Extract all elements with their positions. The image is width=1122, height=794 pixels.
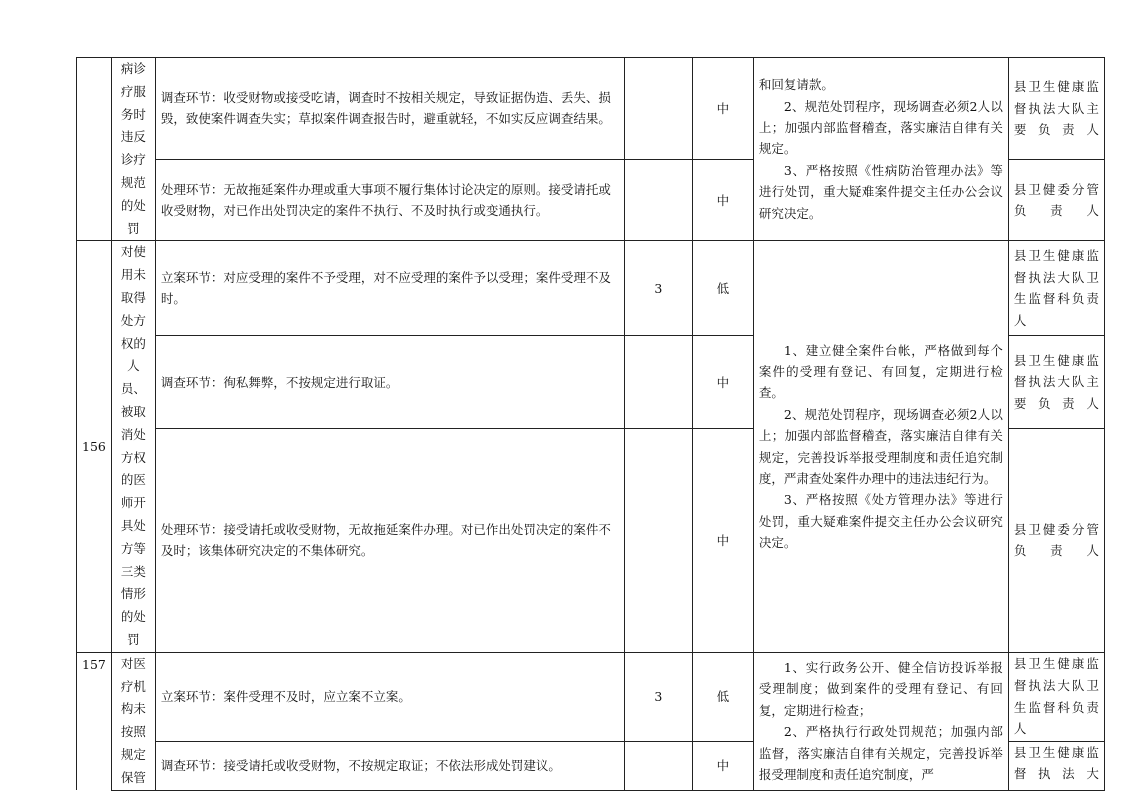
risk-level: 低 bbox=[692, 241, 753, 336]
table-row bbox=[77, 58, 1105, 160]
risk-level: 中 bbox=[692, 336, 753, 428]
risk-level: 中 bbox=[692, 741, 753, 790]
measure-text: 3、严格按照《处方管理办法》等进行处罚，重大疑难案件提交主任办公会议研究决定。 bbox=[758, 492, 1003, 551]
responsible-person: 县卫生健康监督执法大队主要负责人 bbox=[1008, 336, 1104, 428]
measure-text: 2、严格执行行政处罚规范；加强内部监督，落实廉洁自律有关规定，完善投诉举报受理制度和责任追究制度，严 bbox=[758, 724, 1003, 782]
risk-score bbox=[624, 428, 692, 652]
risk-score bbox=[624, 336, 692, 428]
responsible-person: 县卫健委分管负责人 bbox=[1008, 428, 1104, 652]
risk-control-table bbox=[76, 57, 1105, 791]
risk-level: 中 bbox=[692, 159, 753, 241]
table-row bbox=[77, 652, 1105, 741]
risk-level: 低 bbox=[692, 652, 753, 741]
responsible-person: 县卫生健康监督执法大 bbox=[1008, 741, 1104, 790]
control-measures bbox=[753, 241, 1008, 652]
responsible-person: 县卫生健康监督执法大队卫生监督科负责人 bbox=[1008, 241, 1104, 336]
item-name: 对使用未取得处方权的人员、被取消处方权的医师开具处方等三类情形的处罚 bbox=[111, 241, 155, 652]
risk-link: 处理环节：接受请托或收受财物，无故拖延案件办理。对已作出处罚决定的案件不及时；该集体研究决定的不集体研究。 bbox=[155, 428, 624, 652]
risk-link: 调查环节：徇私舞弊，不按规定进行取证。 bbox=[155, 336, 624, 428]
risk-score: 3 bbox=[624, 241, 692, 336]
control-measures bbox=[753, 652, 1008, 790]
risk-link: 调查环节：收受财物或接受吃请，调查时不按相关规定，导致证据伪造、丢失、损毁，致使案件调查失实；草拟案件调查报告时，避重就轻，不如实反应调查结果。 bbox=[155, 58, 624, 160]
risk-link: 调查环节：接受请托或收受财物，不按规定取证；不依法形成处罚建议。 bbox=[155, 741, 624, 790]
row-number bbox=[77, 58, 112, 241]
measure-text: 2、规范处罚程序，现场调查必须2人以上；加强内部监督稽查，落实廉洁自律有关规定，完善投诉举报受理制度和责任追究制度，严肃查处案件办理中的违法违纪行为。 bbox=[758, 406, 1003, 486]
measure-text: 1、实行政务公开、健全信访投诉举报受理制度；做到案件的受理有登记、有回复，定期进行检查； bbox=[758, 659, 1003, 718]
measure-text: 3、严格按照《性病防治管理办法》等进行处罚，重大疑难案件提交主任办公会议研究决定。 bbox=[758, 162, 1003, 221]
risk-score bbox=[624, 741, 692, 790]
row-number: 156 bbox=[77, 241, 112, 652]
risk-link: 立案环节：对应受理的案件不予受理，对不应受理的案件予以受理；案件受理不及时。 bbox=[155, 241, 624, 336]
responsible-person: 县卫生健康监督执法大队主要负责人 bbox=[1008, 58, 1104, 160]
risk-score bbox=[624, 159, 692, 241]
row-number: 157 bbox=[77, 652, 112, 790]
control-measures bbox=[753, 58, 1008, 241]
item-name: 对医疗机构未按照规定保管 bbox=[111, 652, 155, 790]
risk-level: 中 bbox=[692, 58, 753, 160]
risk-score: 3 bbox=[624, 652, 692, 741]
responsible-person: 县卫生健康监督执法大队卫生监督科负责人 bbox=[1008, 652, 1104, 741]
risk-link: 处理环节：无故拖延案件办理或重大事项不履行集体讨论决定的原则。接受请托或收受财物，对已作出处罚决定的案件不执行、不及时执行或变通执行。 bbox=[155, 159, 624, 241]
risk-link: 立案环节：案件受理不及时，应立案不立案。 bbox=[155, 652, 624, 741]
risk-score bbox=[624, 58, 692, 160]
measure-text: 1、建立健全案件台帐，严格做到每个案件的受理有登记、有回复，定期进行检查。 bbox=[758, 342, 1003, 401]
table-row bbox=[77, 241, 1105, 336]
responsible-person: 县卫健委分管负责人 bbox=[1008, 159, 1104, 241]
item-name: 病诊疗服务时违反诊疗规范的处罚 bbox=[111, 58, 155, 241]
risk-level: 中 bbox=[692, 428, 753, 652]
measure-text: 和回复请款。 bbox=[758, 77, 834, 93]
measure-text: 2、规范处罚程序，现场调查必须2人以上；加强内部监督稽查，落实廉洁自律有关规定。 bbox=[758, 98, 1003, 157]
